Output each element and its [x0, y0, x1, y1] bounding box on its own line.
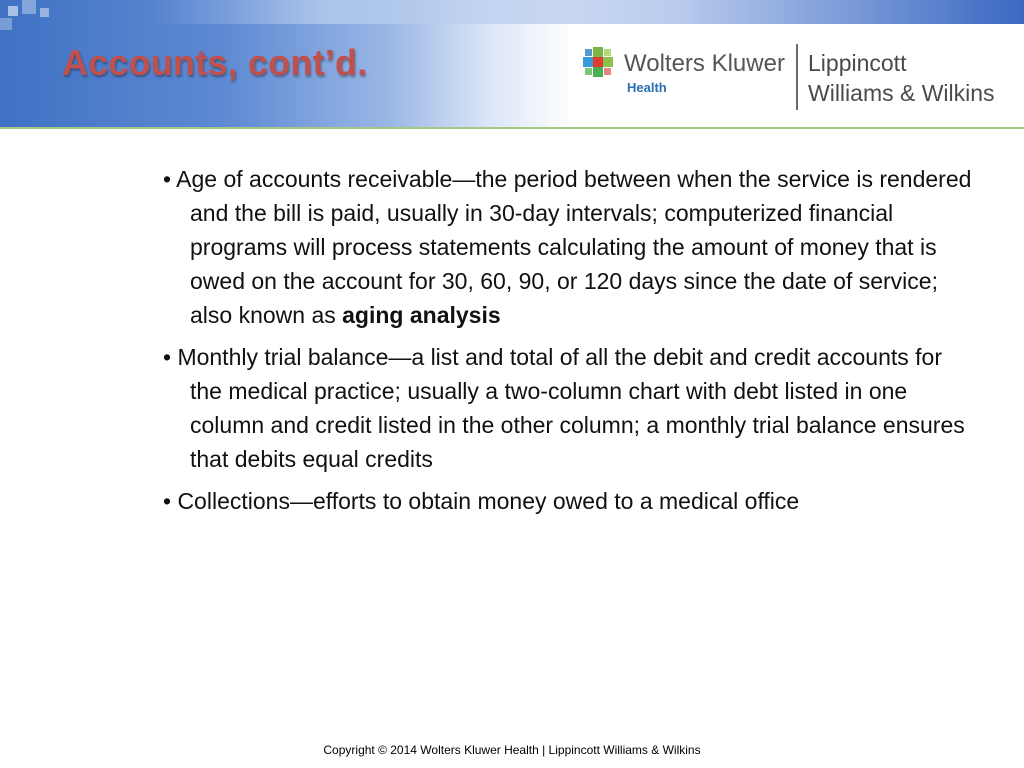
bullet-item-aging: [163, 162, 973, 332]
bullet-text: • Monthly trial balance—a list and total of all the debit and credit accounts for the medical practice; usually a two-column chart with debt listed in one column and credit listed in the other column; a monthly trial balance ensures that debits equal credits: [163, 344, 965, 472]
wolters-kluwer-logo-icon: [582, 46, 614, 78]
logo-company-name: Wolters Kluwer: [624, 50, 785, 77]
bullet-list: [163, 162, 973, 526]
header-accent-strip: [150, 0, 1024, 24]
bullet-item-collections: [163, 484, 973, 518]
bullet-item-trial-balance: [163, 340, 973, 476]
bullet-bold-term: aging analysis: [342, 302, 501, 328]
corner-decoration: [0, 0, 120, 30]
publisher-logo: [578, 40, 1018, 112]
copyright-footer: Copyright © 2014 Wolters Kluwer Health | Lippincott Williams & Wilkins: [323, 743, 701, 757]
slide-title: Accounts, cont’d.: [62, 42, 368, 83]
logo-division-name: Health: [627, 80, 667, 95]
header-rule: [0, 127, 1024, 129]
logo-imprint-line1: Lippincott: [808, 50, 907, 76]
bullet-text: • Collections—efforts to obtain money owed to a medical office: [163, 488, 800, 514]
logo-divider: [796, 44, 798, 110]
logo-imprint-line2: Williams & Wilkins: [808, 80, 995, 106]
bullet-text: • Age of accounts receivable—the period between when the service is rendered and the bill is paid, usually in 30-day intervals; computerized financial programs will process statements calculating the amount of money that is owed on the account for 30, 60, 90, or 120 days since the date of service; also known as: [163, 166, 972, 328]
